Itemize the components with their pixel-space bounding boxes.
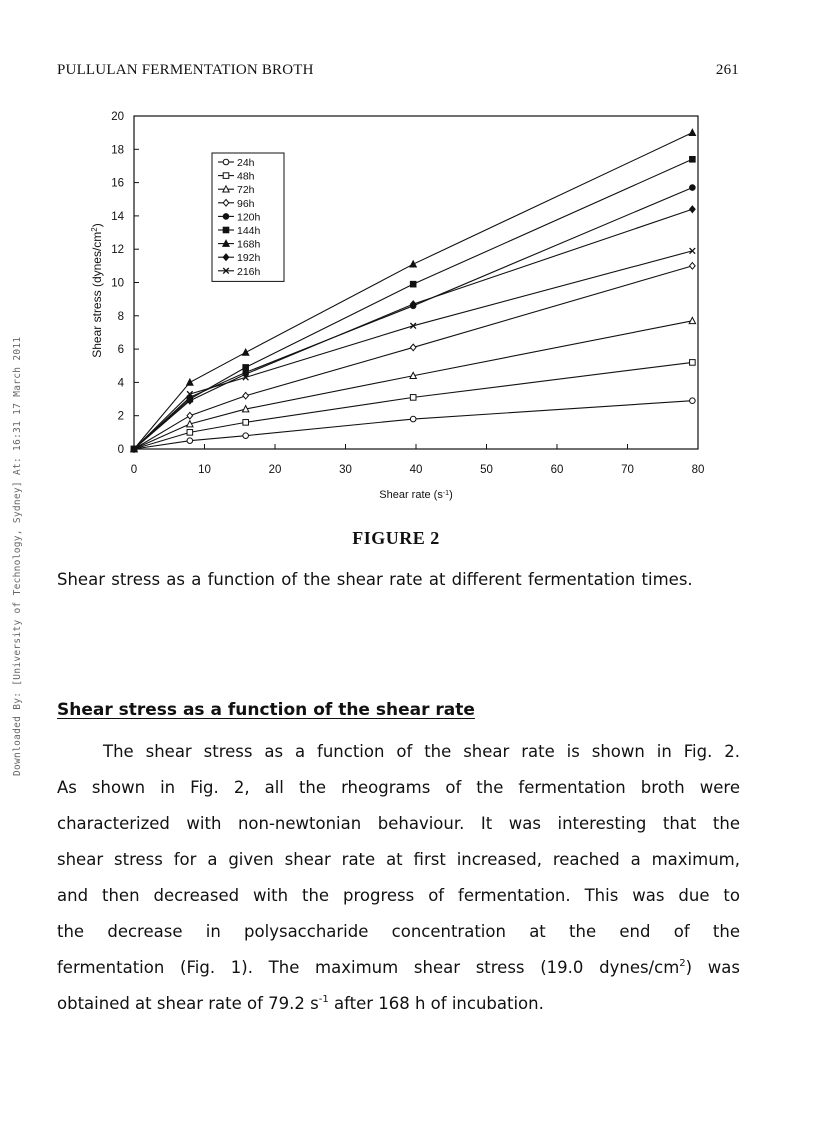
figure-caption-text: Shear stress as a function of the shear rate at different fermentation times.	[57, 570, 693, 589]
data-point	[410, 281, 416, 287]
section-heading: Shear stress as a function of the shear rate	[57, 700, 475, 720]
data-point	[187, 430, 193, 436]
paragraph-line-text: fermentation (Fig. 1). The maximum shear stress (19.0 dynes/cm	[57, 958, 680, 977]
legend-label: 168h	[237, 238, 261, 251]
data-point	[690, 360, 696, 366]
y-tick-label: 10	[111, 277, 124, 290]
x-tick-label: 80	[691, 464, 705, 476]
legend-label: 144h	[237, 225, 261, 237]
paragraph-line	[57, 950, 740, 986]
x-tick-label: 50	[480, 464, 493, 476]
y-tick-label: 14	[111, 210, 124, 223]
legend-label: 48h	[237, 170, 255, 183]
paragraph-line-text: obtained at shear rate of 79.2 s	[57, 994, 319, 1013]
y-tick-label: 6	[117, 344, 124, 357]
legend-label: 216h	[237, 265, 261, 278]
paragraph-line: characterized with non-newtonian behaviour. It was interesting that the	[57, 814, 740, 833]
data-point	[410, 261, 416, 267]
legend-label: 24h	[237, 157, 255, 169]
paragraph-line-text: ) was	[685, 958, 740, 977]
y-tick-label: 4	[117, 377, 124, 390]
watermark-text: Downloaded By: [University of Technology, Sydney] At: 16:31 17 March 2011	[12, 336, 23, 776]
data-point	[243, 420, 249, 426]
paragraph-line: As shown in Fig. 2, all the rheograms of the fermentation broth were	[57, 778, 740, 797]
data-point	[187, 438, 193, 444]
legend-marker	[223, 173, 229, 179]
x-tick-label: 40	[409, 464, 423, 476]
legend-marker	[223, 214, 229, 220]
series-line	[134, 401, 692, 449]
y-tick-label: 18	[111, 144, 124, 157]
y-tick-label: 16	[111, 177, 124, 190]
paragraph-line	[57, 986, 740, 1022]
data-point	[243, 392, 249, 399]
page-number: 261	[715, 62, 739, 78]
x-tick-label: 0	[130, 464, 138, 476]
superscript: -1	[318, 993, 329, 1005]
data-point	[690, 185, 696, 191]
legend-label: 96h	[237, 197, 255, 210]
paragraph-line-text: after 168 h of incubation.	[328, 994, 544, 1013]
legend-label: 72h	[237, 184, 255, 197]
series-96h	[131, 263, 695, 453]
data-point	[242, 349, 248, 355]
data-point	[410, 416, 416, 422]
paragraph-line: shear stress for a given shear rate at first increased, reached a maximum,	[57, 850, 740, 869]
superscript: 2	[679, 957, 686, 969]
x-tick-label: 20	[268, 464, 282, 476]
running-title: PULLULAN FERMENTATION BROTH	[57, 62, 314, 78]
x-axis-label: Shear rate $(s^{-1})$	[379, 489, 453, 501]
y-axis-label: Shear stress $(dynes/cm^2)$	[89, 223, 104, 358]
body-paragraph	[57, 734, 740, 1022]
y-tick-label: 8	[117, 310, 124, 323]
data-point	[689, 129, 695, 135]
figure-label: FIGURE 2	[352, 528, 440, 548]
x-tick-label: 30	[339, 464, 352, 476]
data-point	[410, 395, 416, 401]
legend-marker	[223, 227, 229, 233]
data-point	[690, 156, 696, 162]
data-point	[187, 379, 193, 385]
legend-label: 120h	[237, 211, 261, 224]
shear-stress-chart	[0, 0, 816, 520]
x-tick-label: 10	[198, 464, 211, 476]
data-point	[690, 206, 696, 213]
paragraph-line: The shear stress as a function of the shear rate is shown in Fig. 2.	[103, 742, 740, 761]
y-tick-label: 12	[111, 244, 124, 257]
legend-marker	[223, 159, 229, 165]
figure-caption	[57, 564, 740, 596]
legend-label: 192h	[237, 252, 261, 265]
data-point	[690, 398, 696, 404]
y-tick-label: 20	[111, 111, 124, 123]
data-point	[690, 263, 696, 270]
data-point	[187, 412, 193, 419]
legend	[212, 153, 284, 281]
paragraph-line: the decrease in polysaccharide concentration at the end of the	[57, 922, 740, 941]
data-point	[243, 433, 249, 439]
data-point	[410, 344, 416, 351]
y-tick-label: 2	[117, 410, 124, 423]
x-tick-label: 60	[550, 464, 564, 476]
data-point	[689, 317, 695, 323]
y-tick-label: 0	[117, 444, 124, 456]
x-tick-label: 70	[621, 464, 634, 476]
data-point	[243, 365, 249, 371]
paragraph-line: and then decreased with the progress of fermentation. This was due to	[57, 886, 740, 905]
